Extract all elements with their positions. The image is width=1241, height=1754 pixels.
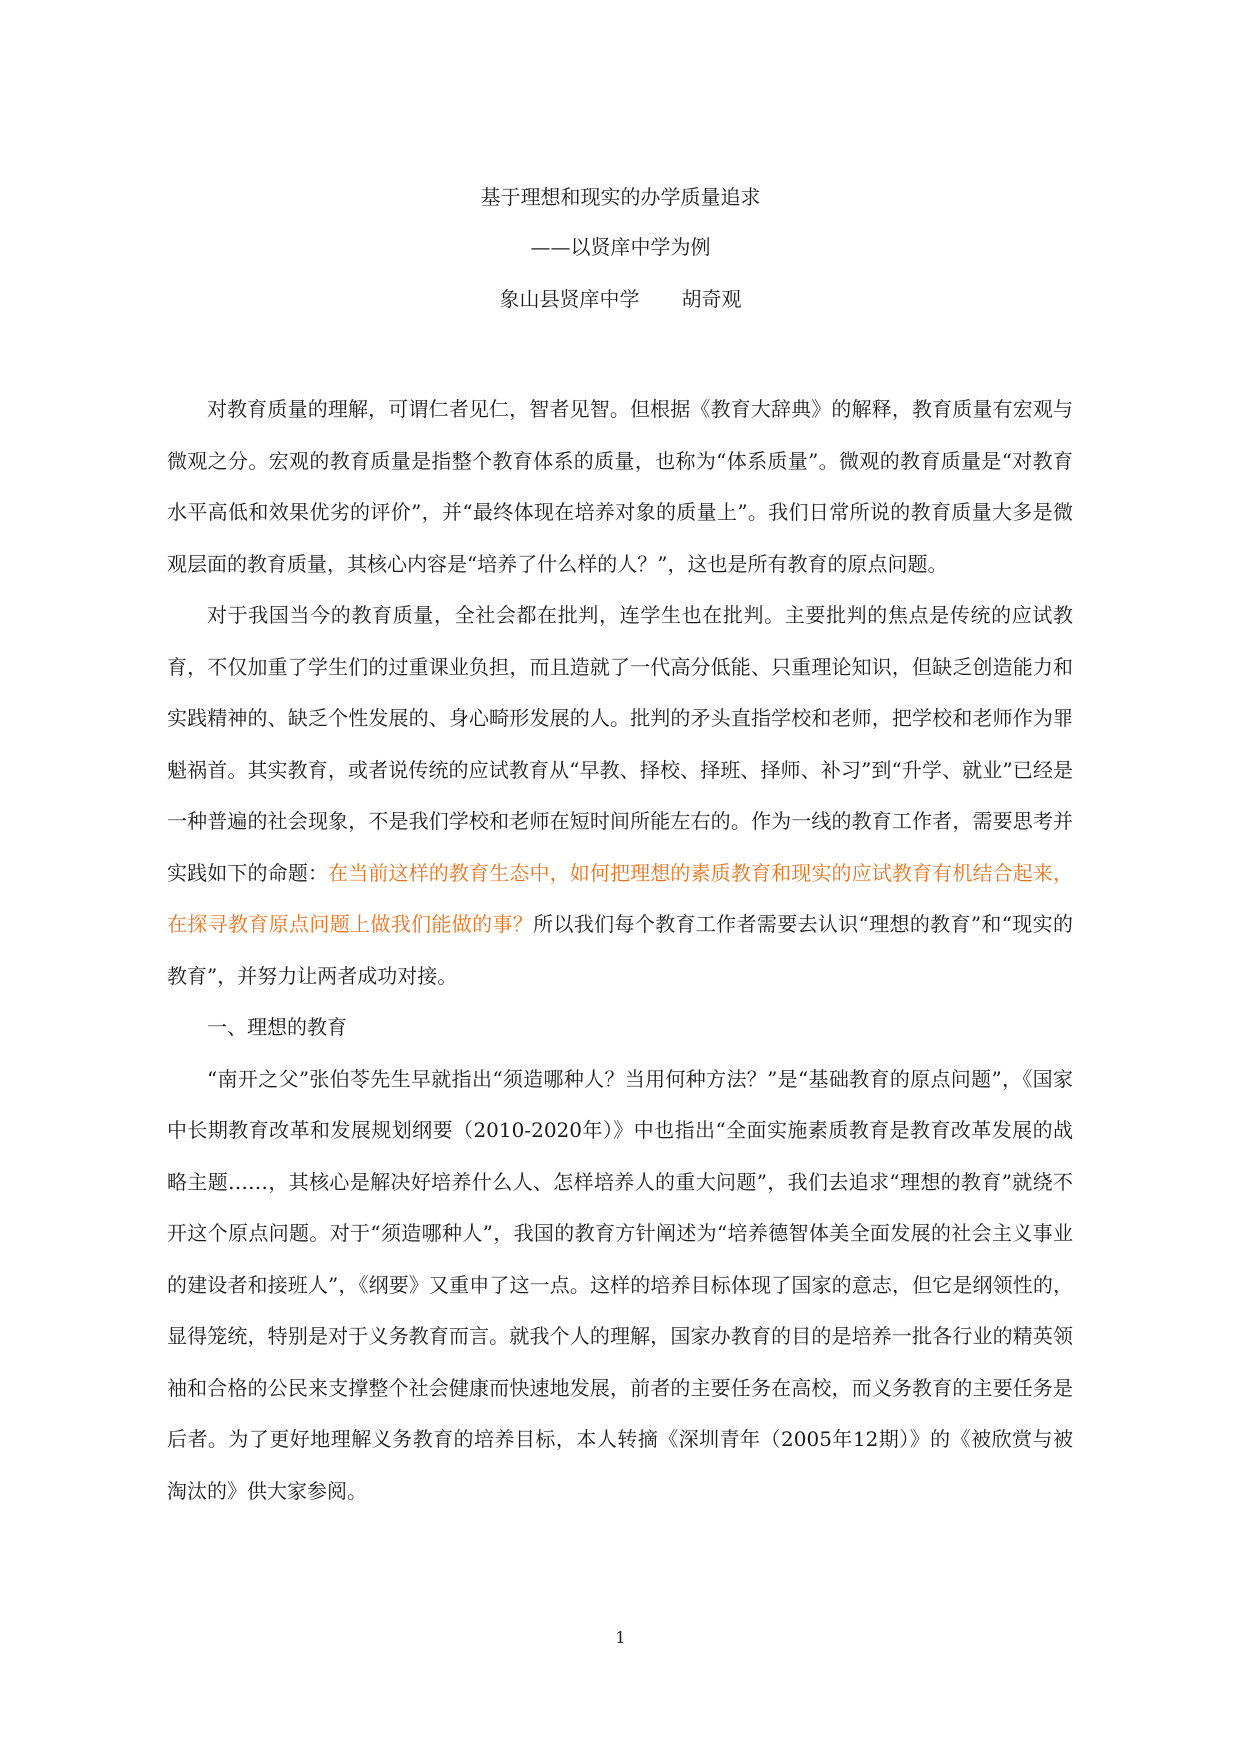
section-heading: 一、理想的教育 — [207, 1015, 347, 1039]
page-number: 1 — [615, 1628, 626, 1647]
paragraph-text: 所以我们每个教育工作者需要去认识“理想的教育”和“现实的教育”，并努力让两者成功对接。 — [167, 912, 1073, 988]
document-title: 基于理想和现实的办学质量追求 — [480, 185, 761, 209]
highlighted-text: 在当前这样的教育生态中，如何把理想的素质教育和现实的应试教育有机结合起来，在探寻教育原点问题上做我们能做的事？ — [167, 860, 1074, 936]
document-subtitle: ——以贤庠中学为例 — [530, 235, 711, 259]
paragraph: “南开之父”张伯苓先生早就指出“须造哪种人？当用何种方法？”是“基础教育的原点问题”，《国家中长期教育改革和发展规划纲要（2010-2020年）》中也指出“全面实施素质教育是教育改革发展的战略主题……，其核心是解决好培养什么人、怎样培养人的重大问题”，我们去追求“理想的教育”就绕不开这个原点问题。对于“须造哪种人”，我国的教育方针阐述为“培养德智体美全面发展的社会主义事业的建设者和接班人”，《纲要》又重申了这一点。这样的培养目标体现了国家的意志，但它是纲领性的，显得笼统，特别是对于义务教育而言。就我个人的理解，国家办教育的目的是培养一批各行业的精英领袖和合格的公民来支撑整个社会健康而快速地发展，前者的主要任务在高校，而义务教育的主要任务是后者。为了更好地理解义务教育的培养目标，本人转摘《深圳青年（2005年12期）》的《被欣赏与被淘汰的》供大家参阅。 — [167, 1066, 1073, 1503]
author-name: 胡奇观 — [681, 287, 742, 311]
author-line — [0, 285, 1241, 313]
paragraph: 对教育质量的理解，可谓仁者见仁，智者见智。但根据《教育大辞典》的解释，教育质量有宏观与微观之分。宏观的教育质量是指整个教育体系的质量，也称为“体系质量”。微观的教育质量是“对教育水平高低和效果优劣的评价”，并“最终体现在培养对象的质量上”。我们日常所说的教育质量大多是微观层面的教育质量，其核心内容是“培养了什么样的人？”，这也是所有教育的原点问题。 — [167, 397, 1073, 576]
paragraph-text: 对于我国当今的教育质量，全社会都在批判，连学生也在批判。主要批判的焦点是传统的应试教育，不仅加重了学生们的过重课业负担，而且造就了一代高分低能、只重理论知识，但缺乏创造能力和实践精神的、缺乏个性发展的、身心畸形发展的人。批判的矛头直指学校和老师，把学校和老师作为罪魁祸首。其实教育，或者说传统的应试教育从“早教、择校、择班、择师、补习”到“升学、就业”已经是一种普遍的社会现象，不是我们学校和老师在短时间所能左右的。作为一线的教育工作者，需要思考并实践如下的命题： — [167, 603, 1073, 885]
document-body — [167, 384, 1073, 1517]
school-name: 象山县贤庠中学 — [499, 287, 640, 311]
paragraph — [167, 590, 1073, 1002]
